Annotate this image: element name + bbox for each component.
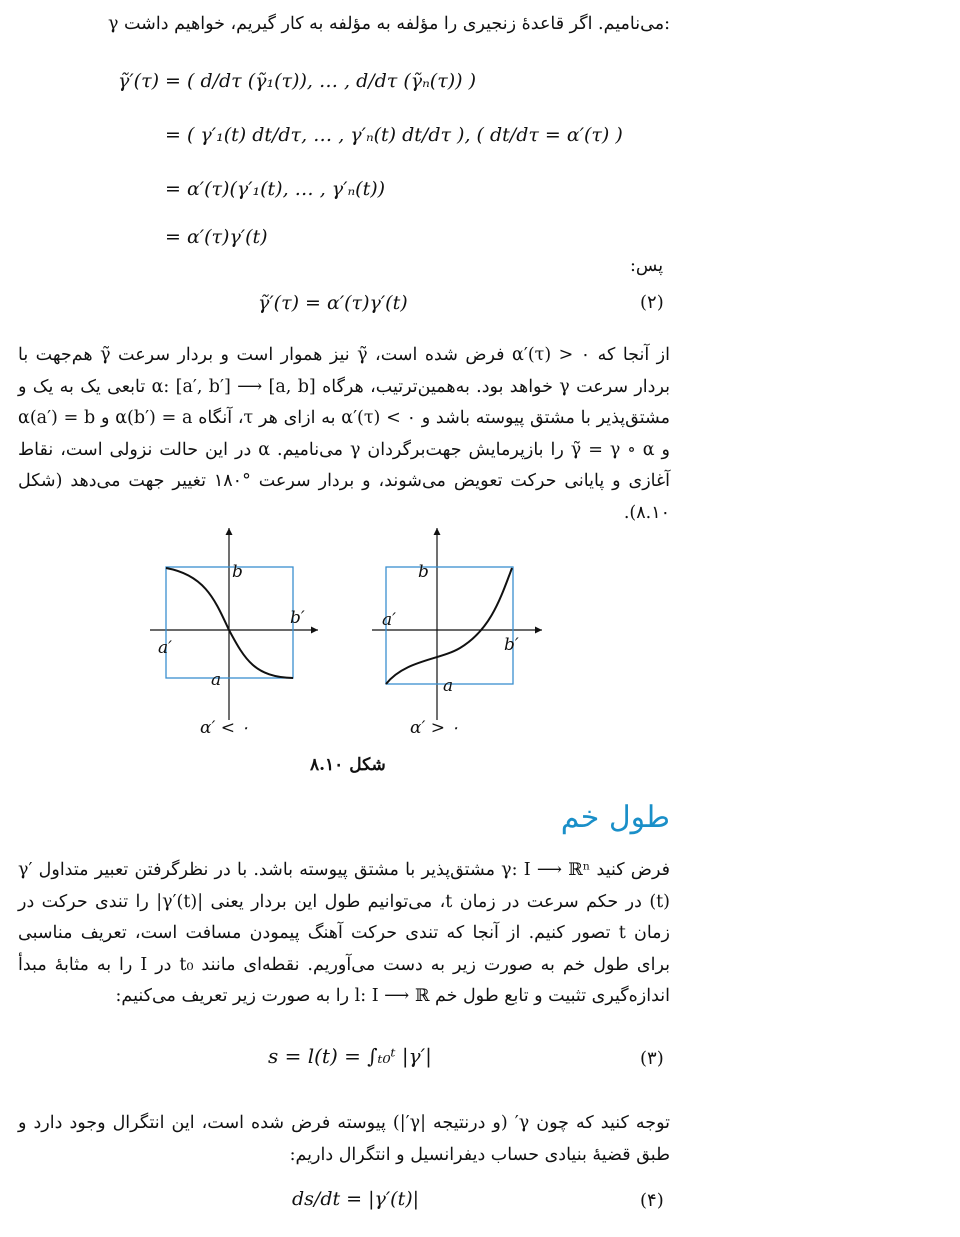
equation-chain-1: γ̃′(τ) = ( d/dτ (γ̃₁(τ)), … , d/dτ (γ̃ₙ(τ)) ) [118,70,477,92]
right-b-label: b [418,562,429,582]
figure-caption: شکل ۸.۱۰ [310,755,386,775]
right-plot [372,528,542,720]
paragraph-fundamental-theorem: توجه کنید که چون γ′ (و درنتیجه |γ′|) پیوسته فرض شده است، این انتگرال وجود دارد و طبق قضیهٔ بنیادی حساب دیفرانسیل و انتگرال داریم: [18,1113,671,1165]
left-b-label: b [232,562,243,582]
equation-chain-4: = α′(τ)γ′(t) [165,226,268,248]
equation-3: s = l(t) = ∫ₜ₀ᵗ |γ′| [268,1044,432,1068]
left-a-label: a [211,670,222,690]
equation-2: γ̃′(τ) = α′(τ)γ′(t) [258,292,408,314]
left-alpha-label: α′ < ۰ [200,718,250,738]
paragraph-arc-length: فرض کنید γ: I ⟶ ℝⁿ مشتق‌پذیر با مشتق پیوسته باشد. با در نظرگرفتن تعبیر متداول γ′(t) در حکم سرعت در زمان t، می‌توانیم طول این بردار یعنی |γ′(t)| را تندی حرکت در زمان t تصور کنیم. از آنجا که تندی حرکت آهنگ پیمودن مسافت است، تعریف مناسبی برای طول خم به صورت زیر به دست می‌آوریم. نقطه‌ای مانند t₀ در I را به مثابهٔ مبدأ اندازه‌گیری تثبیت و تابع طول خم l: I ⟶ ℝ را به صورت زیر تعریف می‌کنیم: [18,860,670,1006]
section-heading: طول خم [560,800,670,835]
equation-chain-2: = ( γ′₁(t) dt/dτ, … , γ′ₙ(t) dt/dτ ), ( dt/dτ = α′(τ) ) [165,124,623,146]
equation-4: ds/dt = |γ′(t)| [292,1188,420,1210]
equation-3-number: (۳) [640,1048,664,1069]
pas-label: پس: [630,256,664,276]
figure-8-10 [0,520,960,780]
right-a-label: a [443,676,454,696]
equation-2-number: (۲) [640,292,664,313]
left-ap-label: a′ [158,638,172,658]
left-bp-label: b′ [290,608,305,628]
right-alpha-label: α′ > ۰ [410,718,460,738]
right-ap-label: a′ [382,610,396,630]
equation-4-number: (۴) [640,1190,664,1211]
right-bp-label: b′ [504,635,519,655]
paragraph-reparametrization: از آنجا که ۰ < α′(τ) فرض شده است، γ̃ نیز هموار است و بردار سرعت γ̃ هم‌جهت با بردار سرعت γ خواهد بود. به‌همین‌ترتیب، هرگاه α: [a′, b′] ⟶ [a, b] تابعی یک به یک و مشتق‌پذیر با مشتق پیوسته باشد و ۰ > α′(τ) به ازای هر τ، آنگاه α(b′) = a و α(a′) = b و γ̃ = γ ∘ α را بازپرمایش جهت‌برگردان γ می‌نامیم. α در این حالت نزولی است، نقاط آغازی و پایانی حرکت تعویض می‌شوند، و بردار سرعت °۱۸۰ تغییر جهت می‌دهد (شکل ۸.۱۰). [18,345,671,523]
intro-line: γ می‌نامیم. اگر قاعدهٔ زنجیری را مؤلفه به مؤلفه به کار گیریم، خواهیم داشت: [107,14,670,34]
equation-chain-3: = α′(τ)(γ′₁(t), … , γ′ₙ(t)) [165,178,386,200]
